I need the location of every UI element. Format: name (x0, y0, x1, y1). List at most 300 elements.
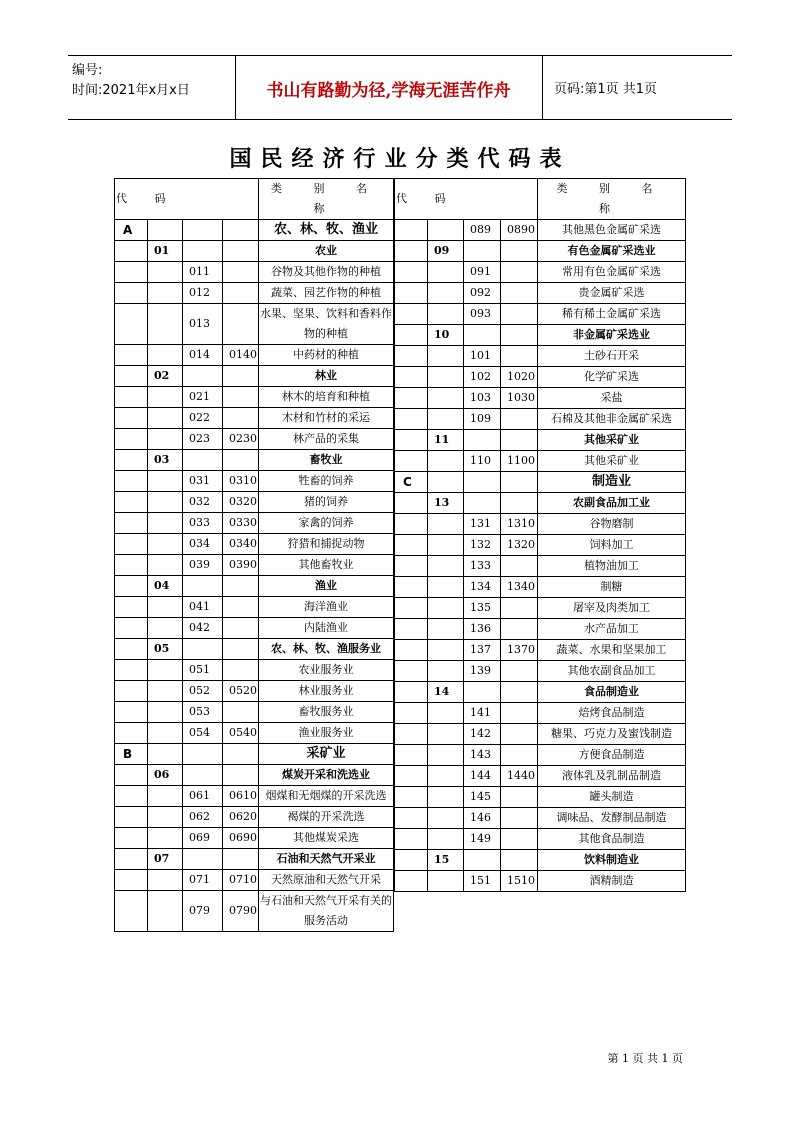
division-code: 10 (428, 325, 464, 346)
class-code: 1440 (501, 766, 538, 787)
division-code: 02 (148, 366, 183, 387)
division-code (148, 807, 183, 828)
class-code: 0690 (223, 828, 259, 849)
group-code: 023 (183, 429, 223, 450)
division-code (428, 514, 464, 535)
group-code: 093 (464, 304, 501, 325)
group-code: 039 (183, 555, 223, 576)
section-code (395, 556, 428, 577)
section-code (395, 535, 428, 556)
class-code (501, 808, 538, 829)
table-row (115, 492, 394, 513)
section-code (395, 262, 428, 283)
group-code: 021 (183, 387, 223, 408)
class-code: 1020 (501, 367, 538, 388)
table-row (395, 787, 686, 808)
class-code: 0540 (223, 723, 259, 744)
category-name: 谷物及其他作物的种植 (259, 262, 394, 283)
group-code: 033 (183, 513, 223, 534)
class-code (501, 556, 538, 577)
section-code (115, 786, 148, 807)
name-header: 类 别 名 称 (538, 179, 686, 220)
category-name: 农副食品加工业 (538, 493, 686, 514)
group-code: 042 (183, 618, 223, 639)
category-name: 其他农副食品加工 (538, 661, 686, 682)
table-row (115, 597, 394, 618)
section-code (395, 808, 428, 829)
class-code (501, 724, 538, 745)
table-row (115, 387, 394, 408)
group-code (464, 472, 501, 493)
section-code (115, 849, 148, 870)
category-name: 蔬菜、园艺作物的种植 (259, 283, 394, 304)
table-row (395, 577, 686, 598)
section-code (395, 577, 428, 598)
table-row (115, 555, 394, 576)
division-code (148, 870, 183, 891)
division-code (428, 535, 464, 556)
table-row (395, 640, 686, 661)
division-code (148, 492, 183, 513)
table-row (115, 849, 394, 870)
category-name: 稀有稀土金属矿采选 (538, 304, 686, 325)
page-title: 国民经济行业分类代码表 (229, 146, 571, 172)
division-code (428, 262, 464, 283)
category-name: 渔业服务业 (259, 723, 394, 744)
table-row (115, 345, 394, 366)
page-footer: 第 1 页 共 1 页 (607, 1052, 683, 1065)
class-code: 1320 (501, 535, 538, 556)
division-code (148, 555, 183, 576)
division-code (148, 387, 183, 408)
class-code: 1370 (501, 640, 538, 661)
category-name: 其他畜牧业 (259, 555, 394, 576)
section-code (115, 618, 148, 639)
category-name: 酒精制造 (538, 871, 686, 892)
division-code (148, 534, 183, 555)
class-code (501, 661, 538, 682)
division-code: 07 (148, 849, 183, 870)
category-name: 木材和竹材的采运 (259, 408, 394, 429)
section-code (395, 241, 428, 262)
division-code (428, 871, 464, 892)
group-code: 101 (464, 346, 501, 367)
section-code (115, 283, 148, 304)
group-code (183, 220, 223, 241)
category-name: 谷物磨制 (538, 514, 686, 535)
section-code (395, 682, 428, 703)
table-row (395, 661, 686, 682)
group-code: 149 (464, 829, 501, 850)
table-row (115, 807, 394, 828)
class-code (223, 387, 259, 408)
section-code (115, 597, 148, 618)
group-code: 061 (183, 786, 223, 807)
group-code: 013 (183, 304, 223, 345)
class-code (501, 703, 538, 724)
category-name: 林木的培育和种植 (259, 387, 394, 408)
section-code (115, 828, 148, 849)
class-code (501, 745, 538, 766)
category-name: 饮料制造业 (538, 850, 686, 871)
section-code (395, 619, 428, 640)
number-label: 编号: (72, 63, 103, 78)
table-row (115, 702, 394, 723)
group-code: 062 (183, 807, 223, 828)
category-name: 内陆渔业 (259, 618, 394, 639)
division-code (428, 577, 464, 598)
class-code (223, 618, 259, 639)
division-code (428, 745, 464, 766)
section-code (115, 408, 148, 429)
category-name: 家禽的饲养 (259, 513, 394, 534)
category-name: 植物油加工 (538, 556, 686, 577)
category-name: 水果、坚果、饮料和香料作物的种植 (259, 304, 394, 345)
group-code: 012 (183, 283, 223, 304)
division-code (148, 262, 183, 283)
section-code (115, 387, 148, 408)
class-code (501, 619, 538, 640)
division-code (148, 304, 183, 345)
group-code: 011 (183, 262, 223, 283)
section-code (395, 283, 428, 304)
group-code: 014 (183, 345, 223, 366)
group-code: 054 (183, 723, 223, 744)
class-code (501, 409, 538, 430)
table-row (115, 765, 394, 786)
division-code (148, 681, 183, 702)
section-code (395, 640, 428, 661)
group-code (183, 849, 223, 870)
table-row (115, 513, 394, 534)
table-row (395, 808, 686, 829)
division-code (428, 220, 464, 241)
group-code (464, 430, 501, 451)
division-code (148, 702, 183, 723)
table-row (115, 723, 394, 744)
category-name: 林业 (259, 366, 394, 387)
class-code: 0790 (223, 891, 259, 932)
category-name: 液体乳及乳制品制造 (538, 766, 686, 787)
category-name: 烟煤和无烟煤的开采洗选 (259, 786, 394, 807)
class-code (223, 450, 259, 471)
table-row (395, 535, 686, 556)
division-code (428, 451, 464, 472)
division-code (428, 808, 464, 829)
category-name: 林产品的采集 (259, 429, 394, 450)
division-code (148, 220, 183, 241)
group-code: 137 (464, 640, 501, 661)
division-code (148, 283, 183, 304)
class-code (223, 702, 259, 723)
section-code: A (115, 220, 148, 241)
division-code (428, 640, 464, 661)
table-row (395, 619, 686, 640)
group-code (464, 241, 501, 262)
class-code (223, 408, 259, 429)
category-name: 饲料加工 (538, 535, 686, 556)
section-code (115, 471, 148, 492)
division-code (148, 786, 183, 807)
division-code (148, 471, 183, 492)
table-row (115, 262, 394, 283)
class-code (223, 765, 259, 786)
division-code: 06 (148, 765, 183, 786)
table-row (395, 304, 686, 325)
class-code: 0710 (223, 870, 259, 891)
section-code (395, 367, 428, 388)
division-code (148, 597, 183, 618)
group-code: 141 (464, 703, 501, 724)
table-header-row (395, 179, 686, 220)
group-code: 103 (464, 388, 501, 409)
division-code (428, 703, 464, 724)
code-table-right (394, 178, 686, 892)
class-code: 0620 (223, 807, 259, 828)
group-code: 052 (183, 681, 223, 702)
table-row (395, 262, 686, 283)
motto: 书山有路勤为径,学海无涯苦作舟 (266, 81, 511, 101)
code-header: 代 码 (115, 179, 259, 220)
table-row (115, 576, 394, 597)
group-code (464, 493, 501, 514)
class-code (223, 241, 259, 262)
category-name: 其他采矿业 (538, 451, 686, 472)
table-row (115, 471, 394, 492)
table-row (115, 408, 394, 429)
group-code: 139 (464, 661, 501, 682)
class-code: 0390 (223, 555, 259, 576)
section-code (395, 514, 428, 535)
class-code (223, 283, 259, 304)
section-code (115, 870, 148, 891)
category-name: 天然原油和天然气开采 (259, 870, 394, 891)
table-row (395, 367, 686, 388)
class-code: 0320 (223, 492, 259, 513)
table-row (395, 472, 686, 493)
group-code: 144 (464, 766, 501, 787)
category-name: 其他黑色金属矿采选 (538, 220, 686, 241)
section-code (115, 262, 148, 283)
class-code (501, 241, 538, 262)
table-row (115, 786, 394, 807)
group-code: 151 (464, 871, 501, 892)
group-code: 142 (464, 724, 501, 745)
section-code (115, 765, 148, 786)
section-code (115, 639, 148, 660)
class-code (501, 430, 538, 451)
class-code (501, 283, 538, 304)
group-code: 091 (464, 262, 501, 283)
category-name: 罐头制造 (538, 787, 686, 808)
section-code (115, 534, 148, 555)
group-code: 136 (464, 619, 501, 640)
table-row (395, 724, 686, 745)
table-row (395, 598, 686, 619)
group-code: 034 (183, 534, 223, 555)
class-code (501, 472, 538, 493)
category-name: 蔬菜、水果和坚果加工 (538, 640, 686, 661)
category-name: 制造业 (538, 472, 686, 493)
class-code (501, 493, 538, 514)
division-code (428, 829, 464, 850)
class-code: 1100 (501, 451, 538, 472)
section-code (395, 409, 428, 430)
table-row (395, 703, 686, 724)
table-row (115, 450, 394, 471)
table-row (395, 346, 686, 367)
category-name: 畜牧业 (259, 450, 394, 471)
category-name: 农、林、牧、渔服务业 (259, 639, 394, 660)
group-code: 135 (464, 598, 501, 619)
category-name: 其他煤炭采选 (259, 828, 394, 849)
table-row (395, 430, 686, 451)
category-name: 石油和天然气开采业 (259, 849, 394, 870)
category-name: 褐煤的开采洗选 (259, 807, 394, 828)
division-code (148, 828, 183, 849)
division-code (148, 618, 183, 639)
category-name: 糖果、巧克力及蜜饯制造 (538, 724, 686, 745)
group-code: 041 (183, 597, 223, 618)
category-name: 采盐 (538, 388, 686, 409)
class-code (501, 304, 538, 325)
group-code: 110 (464, 451, 501, 472)
category-name: 土砂石开采 (538, 346, 686, 367)
class-code: 0330 (223, 513, 259, 534)
table-row (395, 388, 686, 409)
class-code (223, 597, 259, 618)
section-code (395, 829, 428, 850)
section-code (395, 703, 428, 724)
table-row (115, 283, 394, 304)
table-row (115, 681, 394, 702)
table-row (115, 828, 394, 849)
table-row (115, 534, 394, 555)
class-code (223, 660, 259, 681)
section-code (115, 807, 148, 828)
division-code (148, 429, 183, 450)
division-code (428, 787, 464, 808)
class-code (223, 576, 259, 597)
category-name: 农业服务业 (259, 660, 394, 681)
category-name: 石棉及其他非金属矿采选 (538, 409, 686, 430)
division-code: 04 (148, 576, 183, 597)
section-code (395, 661, 428, 682)
class-code: 0610 (223, 786, 259, 807)
class-code: 1310 (501, 514, 538, 535)
group-code: 022 (183, 408, 223, 429)
category-name: 制糖 (538, 577, 686, 598)
table-row (395, 745, 686, 766)
group-code (183, 765, 223, 786)
group-code: 146 (464, 808, 501, 829)
class-code (501, 346, 538, 367)
section-code (115, 429, 148, 450)
group-code (464, 850, 501, 871)
category-name: 林业服务业 (259, 681, 394, 702)
section-code (395, 451, 428, 472)
section-code (115, 366, 148, 387)
category-name: 农业 (259, 241, 394, 262)
table-row (115, 639, 394, 660)
group-code: 079 (183, 891, 223, 932)
group-code (464, 325, 501, 346)
division-code (428, 598, 464, 619)
division-code (428, 304, 464, 325)
class-code (501, 850, 538, 871)
section-code (395, 871, 428, 892)
category-name: 农、林、牧、渔业 (259, 220, 394, 241)
section-code (115, 345, 148, 366)
group-code: 133 (464, 556, 501, 577)
table-row (395, 325, 686, 346)
division-code (148, 345, 183, 366)
page-label: 页码:第1页 共1页 (554, 82, 658, 97)
section-code (115, 576, 148, 597)
table-row (115, 429, 394, 450)
division-code (428, 283, 464, 304)
group-code (183, 366, 223, 387)
category-name: 其他食品制造 (538, 829, 686, 850)
group-code: 069 (183, 828, 223, 849)
group-code: 145 (464, 787, 501, 808)
division-code: 11 (428, 430, 464, 451)
table-row (395, 556, 686, 577)
header-divider (542, 56, 543, 119)
table-row (115, 891, 394, 932)
table-row (115, 660, 394, 681)
group-code: 071 (183, 870, 223, 891)
category-name: 猪的饲养 (259, 492, 394, 513)
table-row (395, 283, 686, 304)
class-code: 0890 (501, 220, 538, 241)
category-name: 煤炭开采和洗选业 (259, 765, 394, 786)
group-code: 109 (464, 409, 501, 430)
class-code (501, 787, 538, 808)
division-code (428, 346, 464, 367)
division-code (148, 723, 183, 744)
category-name: 水产品加工 (538, 619, 686, 640)
division-code (428, 388, 464, 409)
class-code: 0340 (223, 534, 259, 555)
table-row (395, 241, 686, 262)
group-code (183, 450, 223, 471)
division-code (148, 513, 183, 534)
section-code (115, 513, 148, 534)
section-code (395, 325, 428, 346)
table-row (395, 409, 686, 430)
division-code (428, 724, 464, 745)
class-code (501, 262, 538, 283)
group-code: 053 (183, 702, 223, 723)
division-code: 05 (148, 639, 183, 660)
group-code: 131 (464, 514, 501, 535)
table-row (395, 493, 686, 514)
section-code (395, 346, 428, 367)
table-row (395, 682, 686, 703)
group-code: 143 (464, 745, 501, 766)
category-name: 贵金属矿采选 (538, 283, 686, 304)
class-code (223, 304, 259, 345)
class-code (501, 682, 538, 703)
document-header (68, 55, 732, 120)
class-code: 0520 (223, 681, 259, 702)
category-name: 渔业 (259, 576, 394, 597)
category-name: 食品制造业 (538, 682, 686, 703)
section-code: C (395, 472, 428, 493)
section-code (115, 241, 148, 262)
division-code (428, 409, 464, 430)
